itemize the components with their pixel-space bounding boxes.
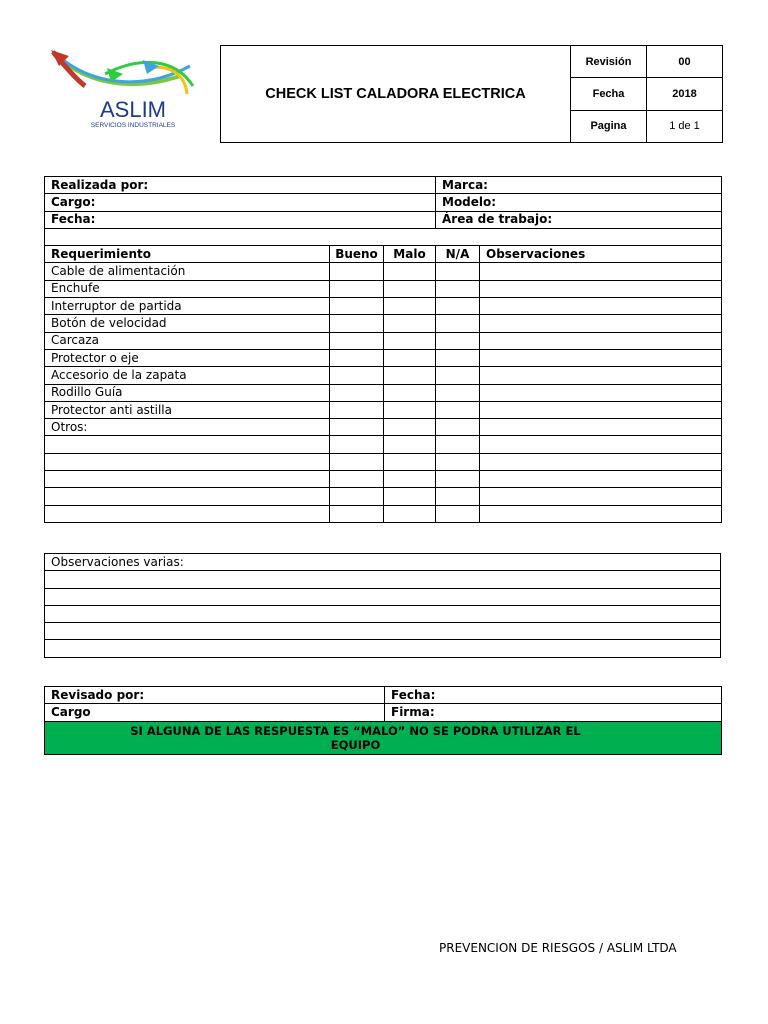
logo-cell xyxy=(45,46,221,143)
revision-row xyxy=(45,687,722,704)
observaciones-cell[interactable] xyxy=(480,315,722,332)
bueno-cell[interactable] xyxy=(330,419,384,436)
malo-cell[interactable] xyxy=(384,419,436,436)
revision-table xyxy=(44,686,722,755)
meta-value-revision: 00 xyxy=(647,46,723,78)
blank-cell[interactable] xyxy=(330,505,384,522)
na-cell[interactable] xyxy=(436,419,480,436)
blank-cell[interactable] xyxy=(330,488,384,505)
bueno-cell[interactable] xyxy=(330,280,384,297)
blank-cell[interactable] xyxy=(330,436,384,453)
col-malo: Malo xyxy=(384,246,436,263)
obs-line-row xyxy=(45,571,721,588)
checklist-blank-row xyxy=(45,505,722,522)
blank-cell[interactable] xyxy=(384,453,436,470)
blank-cell[interactable] xyxy=(384,436,436,453)
observaciones-cell[interactable] xyxy=(480,298,722,315)
observaciones-table xyxy=(44,553,721,658)
requerimiento-cell: Botón de velocidad xyxy=(45,315,330,332)
na-cell[interactable] xyxy=(436,349,480,366)
meta-label-pagina: Pagina xyxy=(571,110,647,142)
header-table xyxy=(45,45,723,143)
col-na: N/A xyxy=(436,246,480,263)
na-cell[interactable] xyxy=(436,280,480,297)
bueno-cell[interactable] xyxy=(330,384,384,401)
blank-cell[interactable] xyxy=(436,471,480,488)
blank-cell[interactable] xyxy=(384,505,436,522)
cargo-field[interactable]: Cargo: xyxy=(45,194,436,211)
revision-row xyxy=(45,704,722,721)
checklist-blank-row xyxy=(45,471,722,488)
obs-line[interactable] xyxy=(45,571,721,588)
observaciones-cell[interactable] xyxy=(480,349,722,366)
meta-value-fecha: 2018 xyxy=(647,78,723,110)
na-cell[interactable] xyxy=(436,367,480,384)
obs-line[interactable] xyxy=(45,588,721,605)
na-cell[interactable] xyxy=(436,332,480,349)
checklist-row xyxy=(45,367,722,384)
blank-cell[interactable] xyxy=(45,453,330,470)
column-header-row xyxy=(45,246,722,263)
obs-line-row xyxy=(45,640,721,657)
checklist-blank-row xyxy=(45,488,722,505)
requerimiento-cell: Enchufe xyxy=(45,280,330,297)
warning-line-1: SI ALGUNA DE LAS RESPUESTA ES “MALO” NO SE PODRA UTILIZAR EL xyxy=(130,723,581,738)
obs-line[interactable] xyxy=(45,640,721,657)
blank-cell[interactable] xyxy=(330,453,384,470)
malo-cell[interactable] xyxy=(384,280,436,297)
bueno-cell[interactable] xyxy=(330,263,384,280)
na-cell[interactable] xyxy=(436,315,480,332)
blank-cell[interactable] xyxy=(480,471,722,488)
blank-cell[interactable] xyxy=(480,488,722,505)
blank-cell[interactable] xyxy=(45,436,330,453)
col-requerimiento: Requerimiento xyxy=(45,246,330,263)
firma-field[interactable]: Firma: xyxy=(385,704,722,721)
obs-header-row xyxy=(45,554,721,571)
bueno-cell[interactable] xyxy=(330,315,384,332)
blank-cell[interactable] xyxy=(45,488,330,505)
logo-name: ASLIM xyxy=(99,96,167,122)
na-cell[interactable] xyxy=(436,401,480,418)
checklist-row xyxy=(45,332,722,349)
checklist-row xyxy=(45,315,722,332)
blank-cell[interactable] xyxy=(480,453,722,470)
checklist-row xyxy=(45,298,722,315)
obs-line[interactable] xyxy=(45,623,721,640)
checklist-row xyxy=(45,349,722,366)
spacer-row xyxy=(45,228,722,245)
aslim-logo xyxy=(45,46,220,139)
malo-cell[interactable] xyxy=(384,298,436,315)
malo-cell[interactable] xyxy=(384,384,436,401)
blank-cell[interactable] xyxy=(45,471,330,488)
info-row xyxy=(45,177,722,194)
observaciones-cell[interactable] xyxy=(480,263,722,280)
modelo-field[interactable]: Modelo: xyxy=(436,194,722,211)
checklist-row xyxy=(45,419,722,436)
malo-cell[interactable] xyxy=(384,401,436,418)
checklist-row xyxy=(45,280,722,297)
malo-cell[interactable] xyxy=(384,367,436,384)
revision-cargo-field[interactable]: Cargo xyxy=(45,704,385,721)
requerimiento-cell: Cable de alimentación xyxy=(45,263,330,280)
blank-cell[interactable] xyxy=(330,471,384,488)
logo-subtitle: SERVICIOS INDUSTRIALES xyxy=(90,121,176,129)
observaciones-cell[interactable] xyxy=(480,384,722,401)
bueno-cell[interactable] xyxy=(330,367,384,384)
bueno-cell[interactable] xyxy=(330,332,384,349)
col-observaciones: Observaciones xyxy=(480,246,722,263)
requerimiento-cell: Protector o eje xyxy=(45,349,330,366)
obs-line-row xyxy=(45,605,721,622)
bueno-cell[interactable] xyxy=(330,401,384,418)
checklist-row xyxy=(45,263,722,280)
marca-field[interactable]: Marca: xyxy=(436,177,722,194)
footer-text: PREVENCION DE RIESGOS / ASLIM LTDA xyxy=(439,941,677,955)
warning-row xyxy=(45,721,722,754)
na-cell[interactable] xyxy=(436,384,480,401)
col-bueno: Bueno xyxy=(330,246,384,263)
blank-cell[interactable] xyxy=(45,505,330,522)
requerimiento-cell: Accesorio de la zapata xyxy=(45,367,330,384)
checklist-row xyxy=(45,401,722,418)
blank-cell[interactable] xyxy=(384,471,436,488)
bueno-cell[interactable] xyxy=(330,349,384,366)
meta-label-revision: Revisión xyxy=(571,46,647,78)
observaciones-cell[interactable] xyxy=(480,367,722,384)
fecha-field[interactable]: Fecha: xyxy=(45,211,436,228)
requerimiento-cell: Protector anti astilla xyxy=(45,401,330,418)
malo-cell[interactable] xyxy=(384,315,436,332)
obs-line-row xyxy=(45,623,721,640)
malo-cell[interactable] xyxy=(384,332,436,349)
requerimiento-cell: Otros: xyxy=(45,419,330,436)
na-cell[interactable] xyxy=(436,298,480,315)
meta-label-fecha: Fecha xyxy=(571,78,647,110)
info-row xyxy=(45,211,722,228)
requerimiento-cell: Interruptor de partida xyxy=(45,298,330,315)
observaciones-cell[interactable] xyxy=(480,280,722,297)
malo-cell[interactable] xyxy=(384,349,436,366)
observaciones-cell[interactable] xyxy=(480,332,722,349)
checklist-row xyxy=(45,384,722,401)
obs-line[interactable] xyxy=(45,605,721,622)
meta-value-pagina: 1 de 1 xyxy=(647,110,723,142)
blank-cell[interactable] xyxy=(480,436,722,453)
revisado-field[interactable]: Revisado por: xyxy=(45,687,385,704)
bueno-cell[interactable] xyxy=(330,298,384,315)
info-row xyxy=(45,194,722,211)
requerimiento-cell: Rodillo Guía xyxy=(45,384,330,401)
blank-cell[interactable] xyxy=(436,436,480,453)
na-cell[interactable] xyxy=(436,263,480,280)
observaciones-cell[interactable] xyxy=(480,419,722,436)
checklist-table xyxy=(44,176,722,523)
blank-cell[interactable] xyxy=(436,453,480,470)
area-field[interactable]: Área de trabajo: xyxy=(436,211,722,228)
warning-line-2: EQUIPO xyxy=(330,737,381,752)
document-title: CHECK LIST CALADORA ELECTRICA xyxy=(221,46,571,143)
observaciones-label: Observaciones varias: xyxy=(45,554,721,571)
blank-cell[interactable] xyxy=(384,488,436,505)
blank-cell[interactable] xyxy=(480,505,722,522)
malo-cell[interactable] xyxy=(384,263,436,280)
checklist-blank-row xyxy=(45,453,722,470)
checklist-blank-row xyxy=(45,436,722,453)
observaciones-cell[interactable] xyxy=(480,401,722,418)
requerimiento-cell: Carcaza xyxy=(45,332,330,349)
blank-cell[interactable] xyxy=(436,488,480,505)
blank-cell[interactable] xyxy=(436,505,480,522)
realizada-field[interactable]: Realizada por: xyxy=(45,177,436,194)
revision-fecha-field[interactable]: Fecha: xyxy=(385,687,722,704)
warning-banner xyxy=(45,721,722,754)
obs-line-row xyxy=(45,588,721,605)
